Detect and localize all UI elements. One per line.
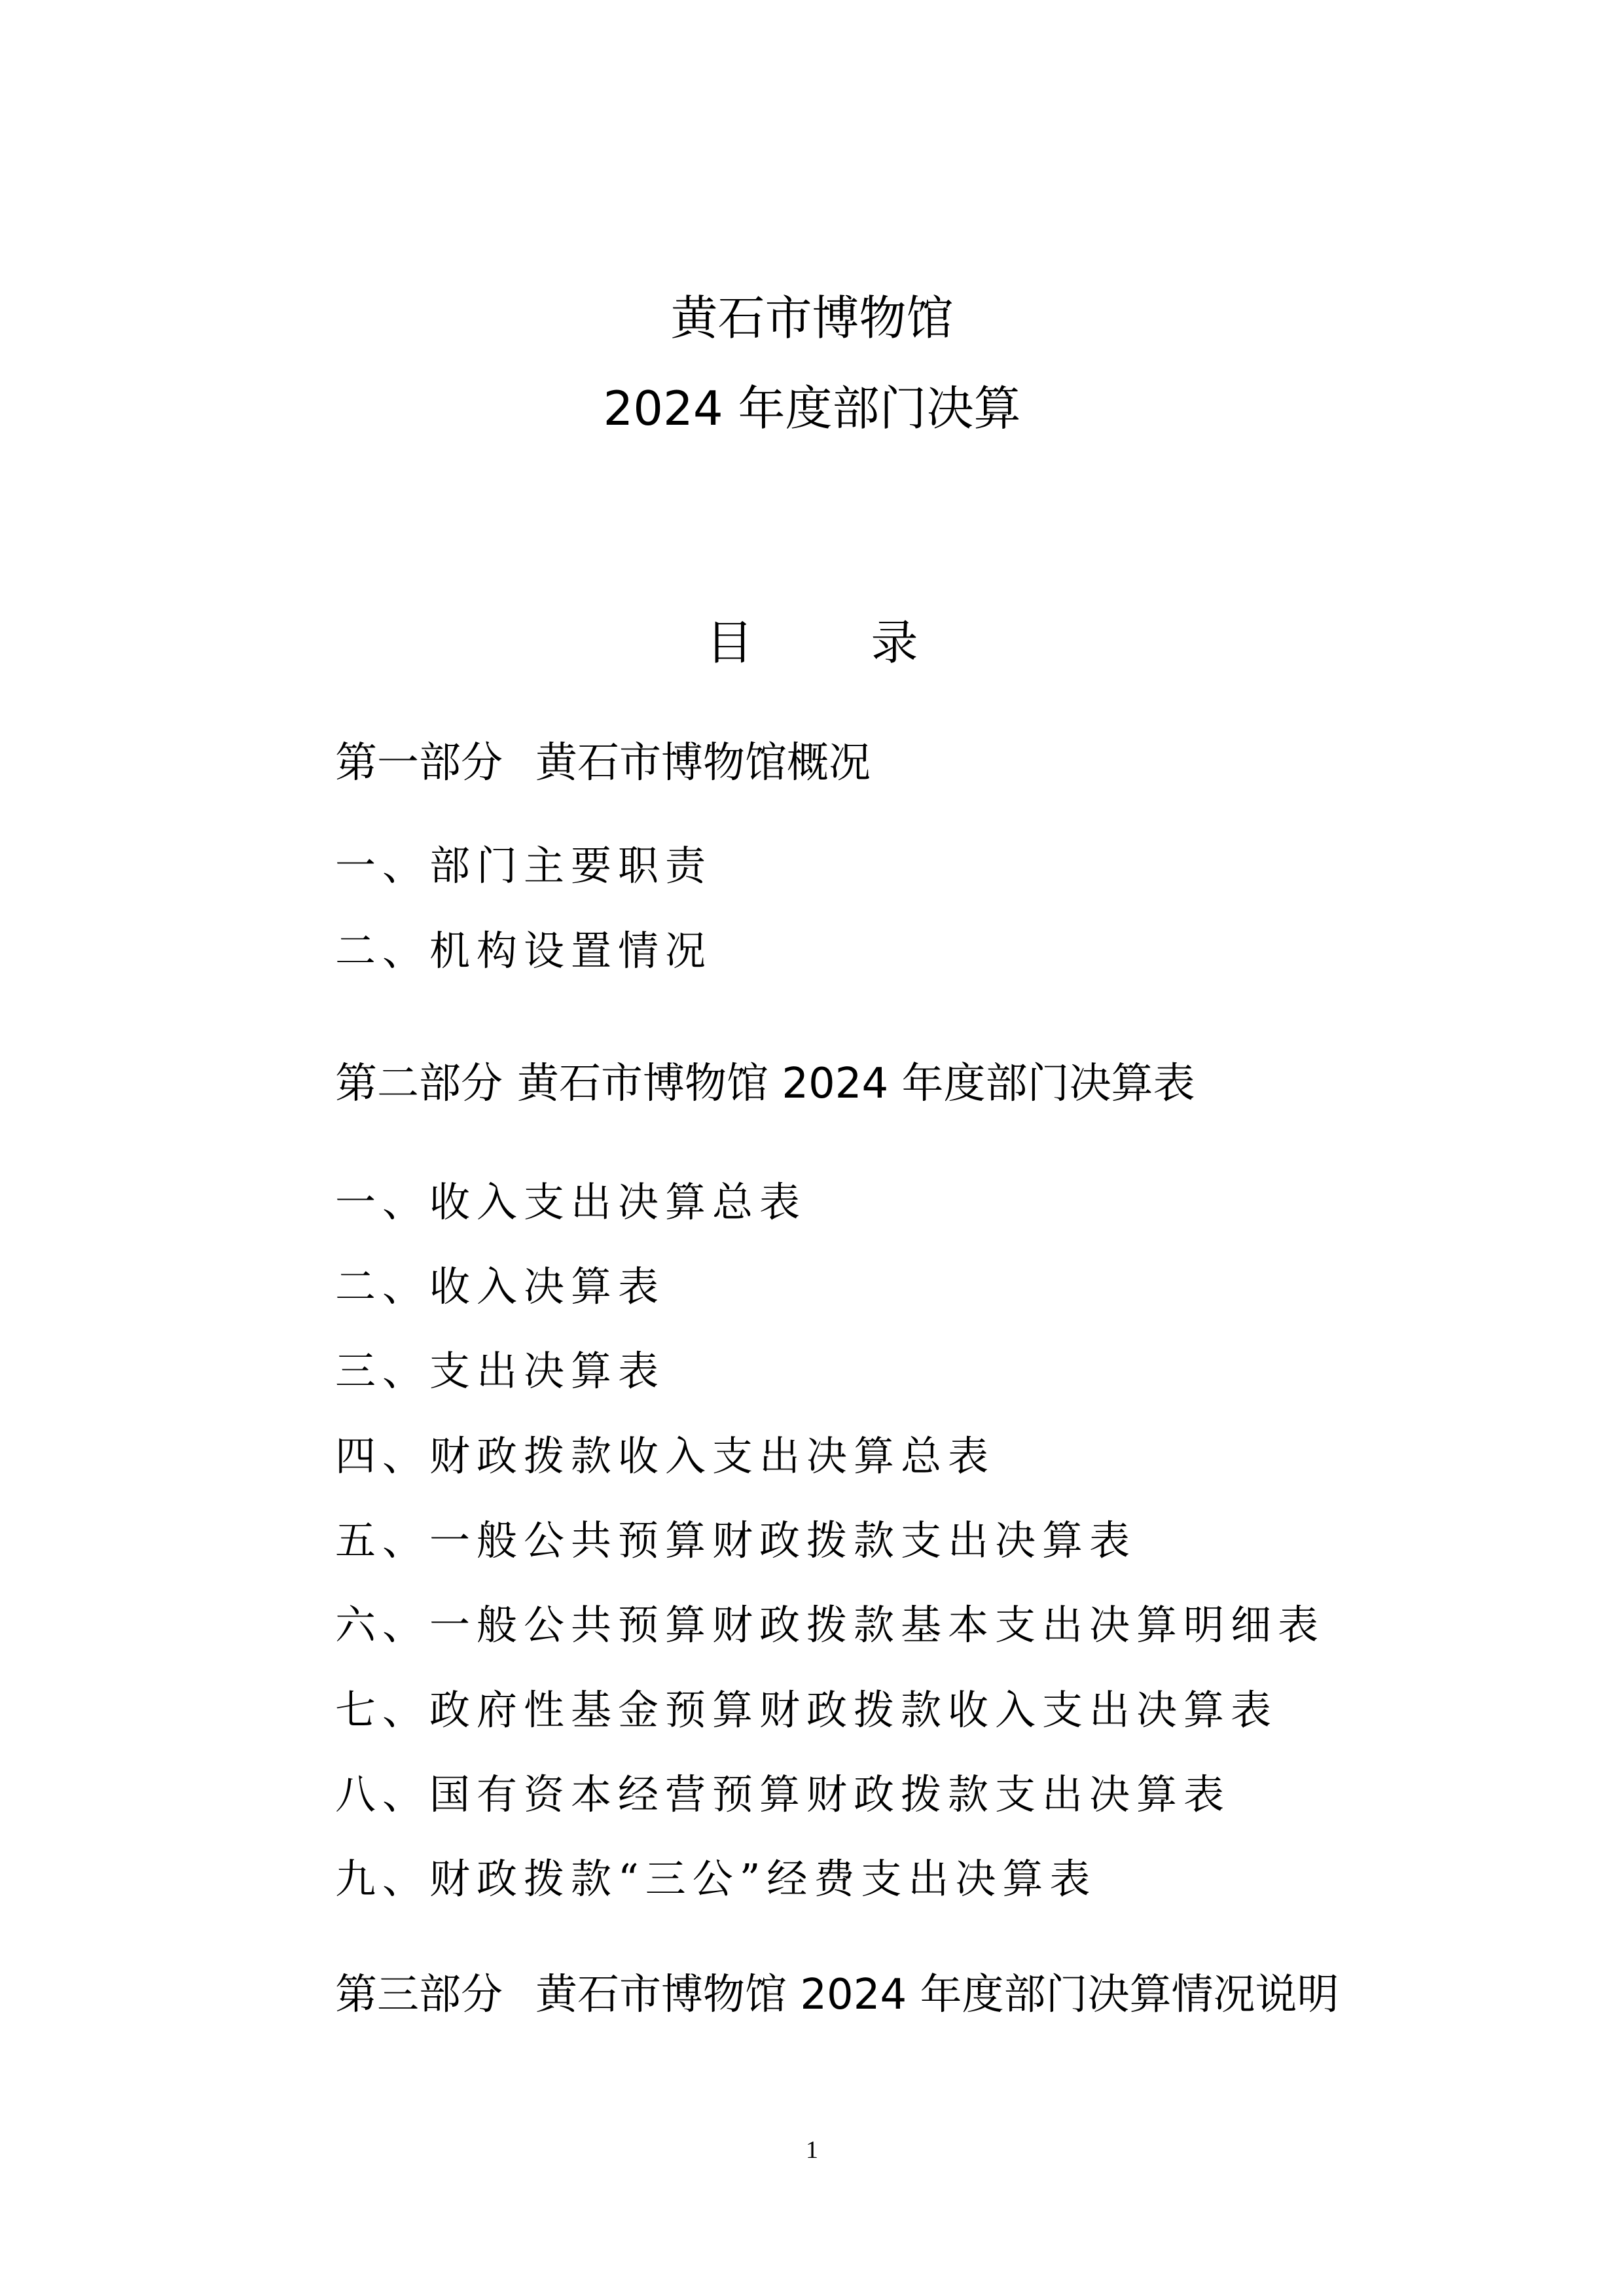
toc-item[interactable]: 七、政府性基金预算财政拨款收入支出决算表: [335, 1686, 1278, 1734]
toc-item[interactable]: 八、国有资本经营预算财政拨款支出决算表: [335, 1770, 1231, 1818]
toc-item[interactable]: 五、一般公共预算财政拨款支出决算表: [335, 1516, 1137, 1564]
toc-part-2-title: 黄石市博物馆 2024 年度部门决算表: [517, 1060, 1195, 1108]
toc-item[interactable]: 二、收入决算表: [335, 1263, 666, 1310]
toc-item[interactable]: 九、财政拨款“三公”经费支出决算表: [335, 1855, 1097, 1903]
toc-part-2[interactable]: [335, 1060, 1195, 1108]
toc-part-3-label: 第三部分: [335, 1971, 503, 2019]
toc-part-1-title: 黄石市博物馆概况: [535, 739, 871, 787]
toc-item[interactable]: 一、收入支出决算总表: [335, 1178, 807, 1226]
toc-part-1-label: 第一部分: [335, 739, 503, 787]
toc-item[interactable]: 四、财政拨款收入支出决算总表: [335, 1432, 996, 1480]
toc-item[interactable]: 一、部门主要职责: [335, 842, 713, 889]
toc-part-3[interactable]: [335, 1971, 1339, 2019]
document-subtitle: 2024 年度部门决算: [603, 381, 1021, 436]
toc-heading-left: 目: [706, 615, 753, 670]
toc-heading-right: 录: [871, 615, 918, 670]
toc-heading: [0, 615, 1624, 670]
toc-item[interactable]: 六、一般公共预算财政拨款基本支出决算明细表: [335, 1601, 1326, 1649]
toc-part-3-title: 黄石市博物馆 2024 年度部门决算情况说明: [535, 1971, 1339, 2019]
document-title: 黄石市博物馆: [670, 291, 954, 346]
toc-part-2-label: 第二部分: [335, 1060, 503, 1108]
toc-item[interactable]: 三、支出决算表: [335, 1347, 666, 1395]
toc-part-1[interactable]: [335, 739, 871, 787]
toc-item[interactable]: 二、机构设置情况: [335, 927, 713, 975]
page-number: 1: [806, 2136, 818, 2164]
